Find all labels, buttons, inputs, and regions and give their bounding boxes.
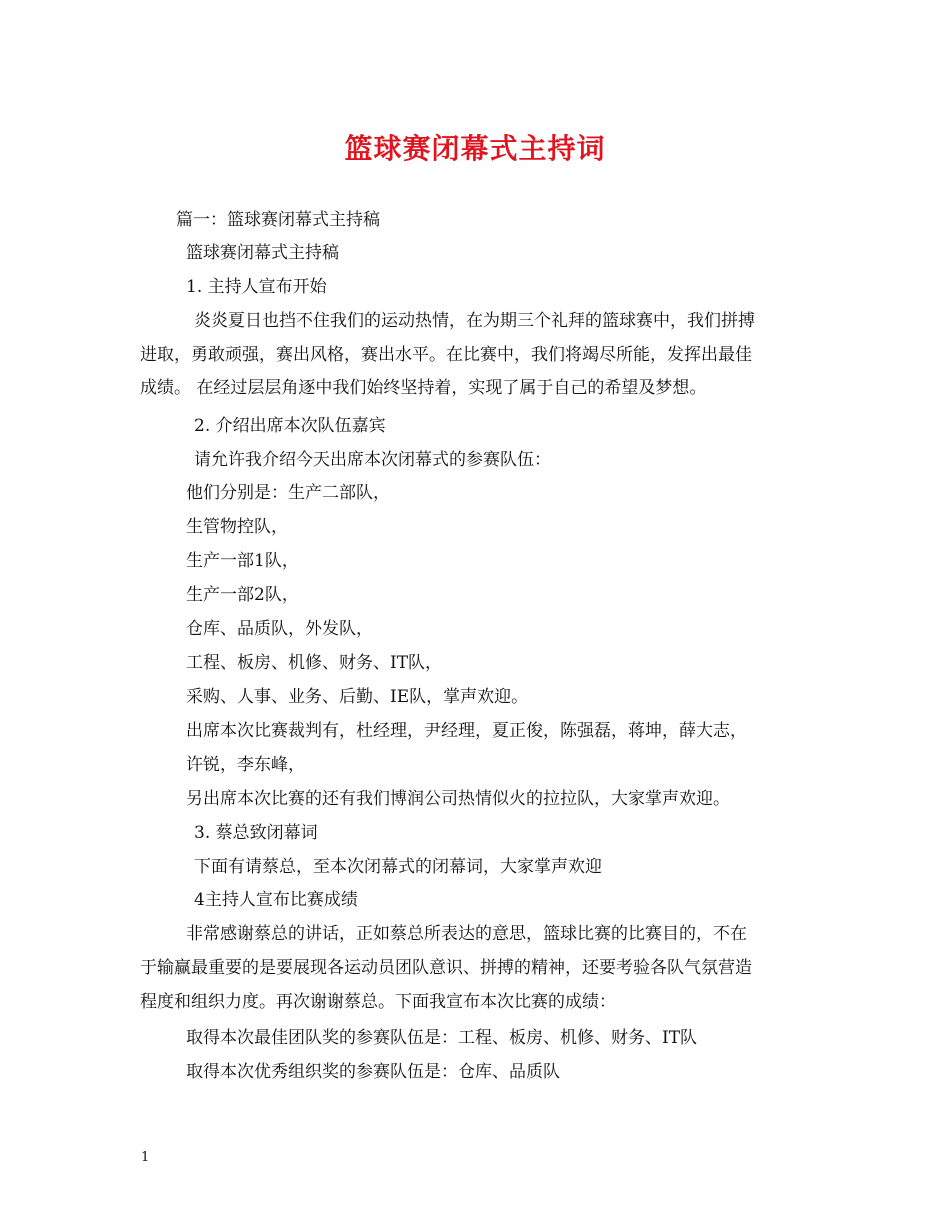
list-item: 生产一部2队，: [186, 585, 299, 605]
list-item: 采购、人事、业务、后勤、IE队，掌声欢迎。: [186, 687, 529, 707]
list-item: 生管物控队，: [186, 517, 288, 537]
list-item: 工程、板房、机修、财务、IT队，: [186, 653, 443, 673]
paragraph-line: 成绩。 在经过层层角逐中我们始终坚持着，实现了属于自己的希望及梦想。: [140, 378, 707, 398]
subheading: 篮球赛闭幕式主持稿: [186, 243, 339, 263]
list-item: 仓库、品质队，外发队，: [186, 619, 373, 639]
paragraph-line: 取得本次最佳团队奖的参赛队伍是：工程、板房、机修、财务、IT队: [186, 1028, 698, 1048]
list-item: 生产一部1队，: [186, 551, 299, 571]
list-item: 他们分别是：生产二部队，: [186, 483, 390, 503]
paragraph-line: 许锐，李东峰，: [186, 755, 305, 775]
paragraph-line: 取得本次优秀组织奖的参赛队伍是：仓库、品质队: [186, 1062, 560, 1082]
page-number: 1: [141, 1150, 150, 1165]
paragraph-line: 出席本次比赛裁判有，杜经理，尹经理，夏正俊，陈强磊，蒋坤，薛大志，: [186, 721, 747, 741]
item-heading: 4主持人宣布比赛成绩: [194, 890, 358, 910]
paragraph-line: 进取，勇敢顽强，赛出风格，赛出水平。在比赛中，我们将竭尽所能，发挥出最佳: [140, 345, 752, 365]
paragraph-line: 于输赢最重要的是要展现各运动员团队意识、拼搏的精神，还要考验各队气氛营造: [140, 958, 752, 978]
document-title: 篮球赛闭幕式主持词: [344, 132, 606, 165]
paragraph-line: 程度和组织力度。再次谢谢蔡总。下面我宣布本次比赛的成绩：: [140, 992, 616, 1012]
item-heading: 2. 介绍出席本次队伍嘉宾: [194, 416, 386, 436]
paragraph-line: 另出席本次比赛的还有我们博润公司热情似火的拉拉队，大家掌声欢迎。: [186, 789, 730, 809]
paragraph-line: 下面有请蔡总，至本次闭幕式的闭幕词，大家掌声欢迎: [194, 857, 602, 877]
paragraph-line: 非常感谢蔡总的讲话，正如蔡总所表达的意思，篮球比赛的比赛目的，不在: [186, 924, 747, 944]
item-heading: 3. 蔡总致闭幕词: [194, 823, 318, 843]
paragraph-line: 请允许我介绍今天出席本次闭幕式的参赛队伍：: [194, 450, 551, 470]
paragraph-line: 炎炎夏日也挡不住我们的运动热情，在为期三个礼拜的篮球赛中，我们拼搏: [194, 311, 755, 331]
item-heading: 1. 主持人宣布开始: [186, 277, 327, 297]
section-heading: 篇一：篮球赛闭幕式主持稿: [176, 210, 380, 230]
